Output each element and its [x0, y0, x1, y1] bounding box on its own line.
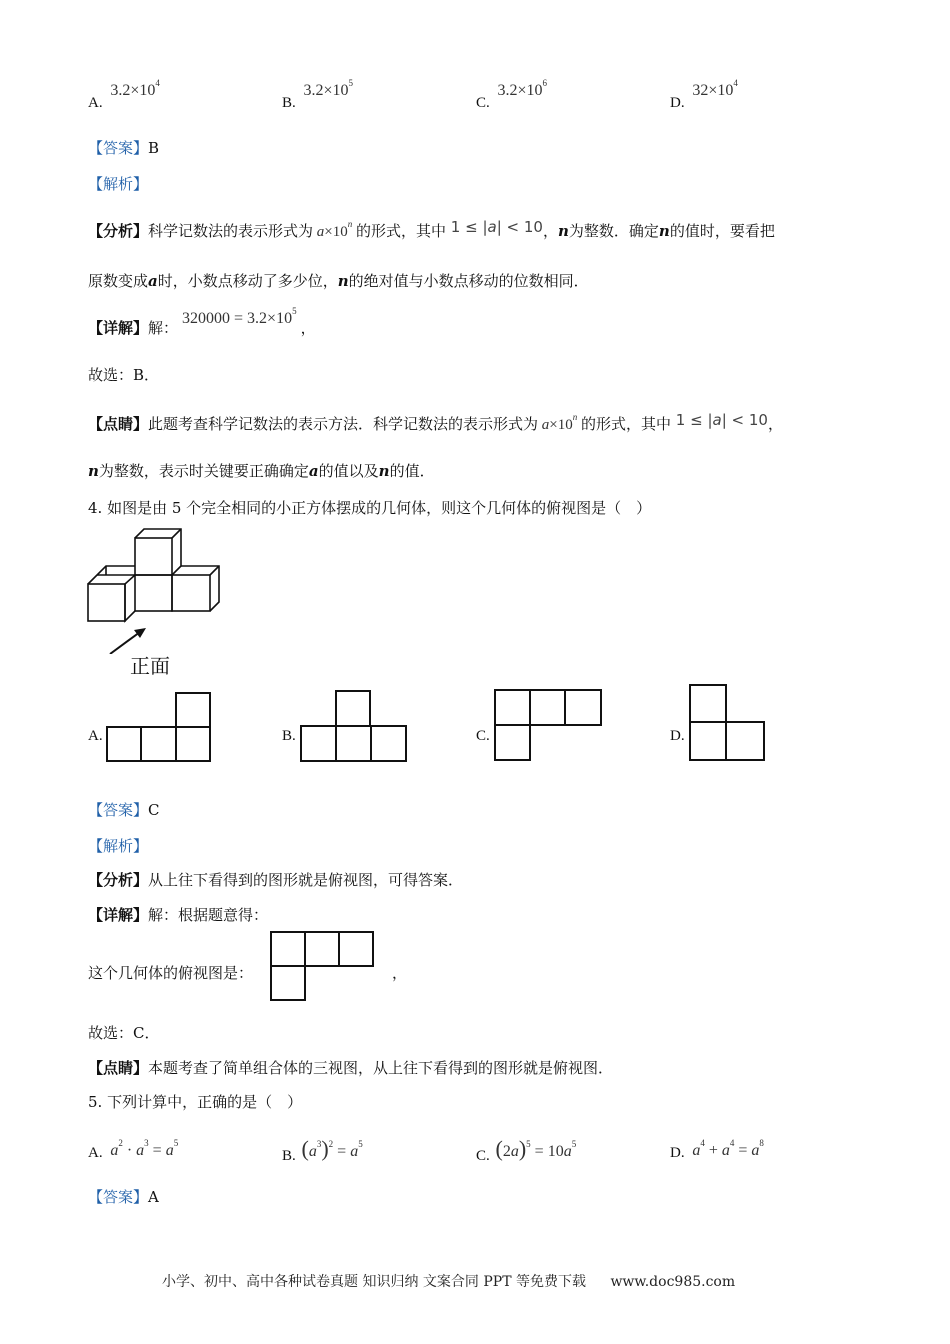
q3-option-b: B. $3.2\times 10^5$ [282, 78, 354, 111]
q4-option-b-label: B. [282, 728, 296, 744]
grid-square [494, 724, 531, 761]
q3-dianjing-line2: n为整数，表示时关键要正确确定a的值以及n的值． [88, 462, 435, 480]
grid-square [175, 726, 211, 762]
q4-front-label: 正面 [130, 654, 170, 678]
q3-guxuan: 故选：B． [88, 366, 160, 384]
grid-square [529, 689, 566, 726]
q3-dianjing-line1: 【点睛】此题考查科学记数法的表示方法．科学记数法的表示形式为 $a\times 10^n$ 的形式，其中 1 ≤ |a| < 10， [88, 411, 783, 433]
grid-square [335, 725, 372, 762]
q3-option-a: A. $3.2\times 10^4$ [88, 78, 160, 111]
grid-square [270, 965, 306, 1001]
q5-question: 5. 下列计算中，正确的是（ ） [88, 1093, 303, 1111]
grid-square [304, 931, 340, 967]
q4-option-a-label: A. [88, 728, 103, 744]
q4-analysis-heading: 【解析】 [88, 837, 149, 855]
q4-option-d-label: D. [670, 728, 685, 744]
q4-view-text: 这个几何体的俯视图是： [88, 964, 254, 982]
q4-guxuan: 故选：C． [88, 1024, 160, 1042]
grid-square [300, 725, 337, 762]
grid-square [725, 721, 765, 761]
q4-answer: 【答案】C [88, 801, 160, 819]
q3-option-c: C. $3.2\times 10^6$ [476, 78, 548, 111]
q5-option-a: A. $a^2 \cdot a^3 = a^5$ [88, 1138, 179, 1161]
q3-fenxi-line1: 【分析】科学记数法的表示形式为 $a\times 10^n$ 的形式，其中 1 ≤ |a| < 10，n为整数．确定n的值时，要看把 [88, 218, 775, 240]
q4-view-end: ， [392, 964, 408, 982]
q4-option-c-label: C. [476, 728, 490, 744]
grid-square [270, 931, 306, 967]
footer-link[interactable]: www.doc985.com [610, 1274, 736, 1290]
grid-square [335, 690, 371, 727]
grid-square [140, 726, 177, 762]
q5-option-c: C. $(2a)^5 = 10a^5$ [476, 1136, 577, 1164]
grid-square [106, 726, 142, 762]
grid-square [689, 721, 727, 761]
q4-cube-figure [84, 526, 224, 654]
q4-fenxi: 【分析】从上往下看得到的图形就是俯视图，可得答案． [88, 871, 464, 889]
grid-square [175, 692, 211, 728]
q5-option-d: D. $a^4 + a^4 = a^8$ [670, 1138, 764, 1161]
q4-question: 4. 如图是由 5 个完全相同的小正方体摆成的几何体，则这个几何体的俯视图是（ ） [88, 499, 652, 517]
footer-text: 小学、初中、高中各种试卷真题 知识归纳 文案合同 PPT 等免费下载 [162, 1274, 586, 1290]
q3-analysis-heading: 【解析】 [88, 175, 149, 193]
q3-option-d: D. $32\times 10^4$ [670, 78, 738, 111]
q4-xiangjie: 【详解】解：根据题意得： [88, 906, 269, 924]
grid-square [689, 684, 727, 723]
q3-xiangjie: 【详解】解：$320000 = 3.2\times 10^5$， [88, 306, 316, 337]
grid-square [494, 689, 531, 726]
q4-dianjing: 【点睛】本题考查了简单组合体的三视图，从上往下看得到的图形就是俯视图． [88, 1059, 614, 1077]
q5-answer: 【答案】A [88, 1188, 159, 1206]
footer [162, 1271, 735, 1291]
grid-square [370, 725, 407, 762]
q5-option-b: B. $(a^3)^2 = a^5$ [282, 1136, 363, 1164]
q3-answer: 【答案】B [88, 139, 160, 157]
grid-square [338, 931, 374, 967]
grid-square [564, 689, 602, 726]
q3-fenxi-line2: 原数变成a时，小数点移动了多少位，n的绝对值与小数点移动的位数相同． [88, 272, 589, 290]
